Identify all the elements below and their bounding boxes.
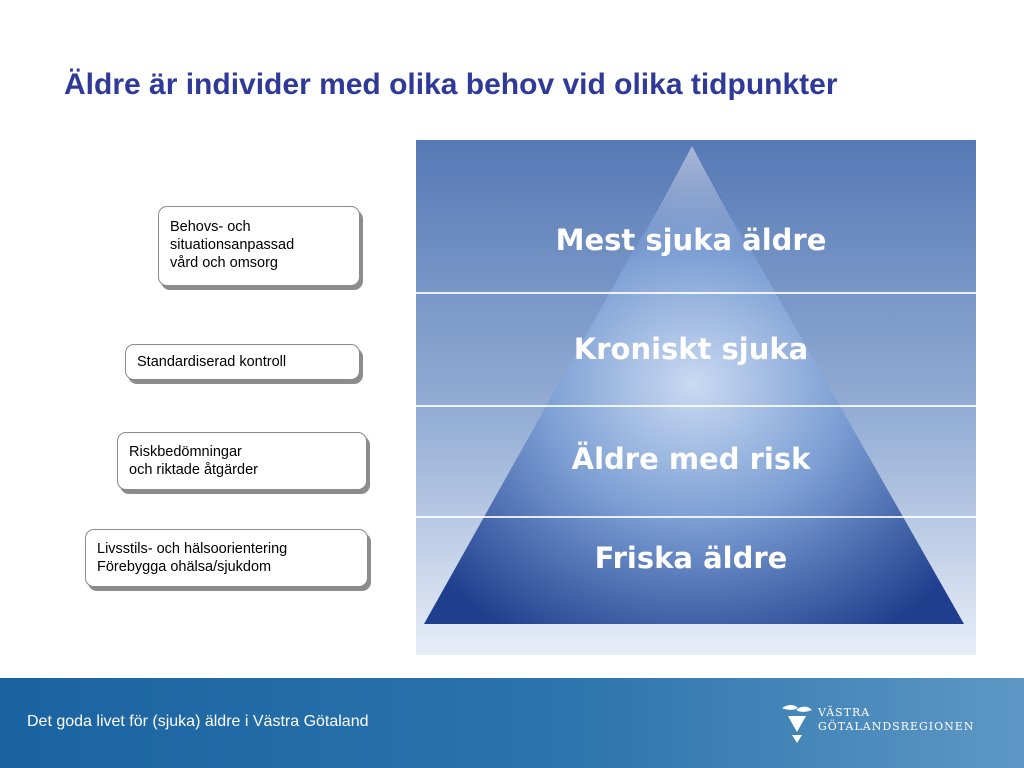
slide-title: Äldre är individer med olika behov vid olika tidpunkter — [64, 68, 838, 101]
logo-text-line2: GÖTALANDSREGIONEN — [818, 720, 975, 733]
pyramid-diagram — [416, 140, 976, 655]
pyramid-level-label: Mest sjuka äldre — [555, 223, 827, 257]
box-line: och riktade åtgärder — [129, 462, 258, 478]
box-line: Förebygga ohälsa/sjukdom — [97, 559, 272, 575]
box-line: Livsstils- och hälsoorientering — [97, 541, 288, 557]
care-level-box-2 — [125, 344, 360, 380]
care-level-box-1 — [158, 206, 360, 286]
logo-text-line1: VÄSTRA — [818, 706, 871, 719]
footer-text: Det goda livet för (sjuka) äldre i Västra Götaland — [27, 713, 369, 730]
pyramid-svg — [416, 140, 976, 655]
pyramid-level-label: Friska äldre — [594, 541, 788, 575]
care-level-box-4 — [85, 529, 368, 587]
footer-bar — [0, 678, 1024, 768]
box-line: Standardiserad kontroll — [137, 354, 287, 370]
box-line: Behovs- och — [170, 219, 251, 235]
logo-mark-icon — [780, 702, 814, 744]
pyramid-level-label: Kroniskt sjuka — [573, 332, 809, 366]
region-logo — [780, 702, 980, 748]
box-line: vård och omsorg — [170, 255, 278, 271]
care-level-box-3 — [117, 432, 367, 490]
pyramid-level-label: Äldre med risk — [571, 442, 811, 476]
box-line: situationsanpassad — [170, 237, 295, 253]
box-line: Riskbedömningar — [129, 444, 242, 460]
